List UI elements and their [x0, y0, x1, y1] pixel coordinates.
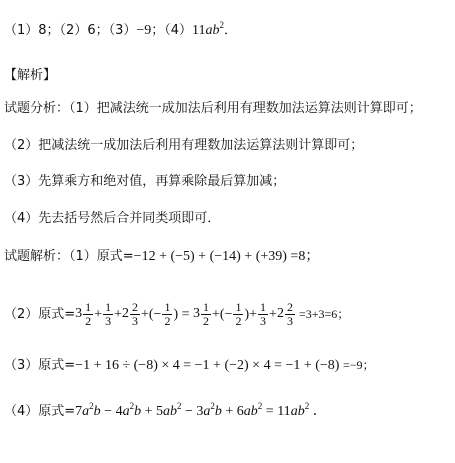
plus-sign: +	[269, 307, 277, 322]
fraction: $\frac{1}{2}$	[164, 300, 171, 328]
plus-sign: +(−	[140, 307, 162, 322]
analysis-item-4: （4）先去括号然后合并同类项即可．	[4, 211, 221, 226]
solution-2-prefix: （2）原式=	[4, 307, 76, 322]
solution-3-prefix: （3）原式=	[4, 358, 76, 373]
solution-1	[4, 248, 319, 266]
solution-3-result: =−9；	[342, 358, 375, 372]
solution-3	[4, 356, 375, 375]
answer-text: （1）8；（2）6；（3）	[4, 23, 137, 38]
answer-value-4: $11ab^2$	[192, 20, 225, 38]
solution-4	[4, 403, 327, 421]
fraction: $\frac{1}{3}$	[105, 300, 112, 328]
solution-4-prefix: （4）原式=	[4, 404, 76, 419]
analysis-item-2: （2）把减法统一成加法后利用有理数加法运算法则计算即可；	[4, 138, 364, 153]
solution-1-expr: −12 + (−5) + (−14) + (+39)	[133, 249, 287, 264]
solution-1-prefix: 试题解析：（1）原式=	[4, 249, 134, 264]
solution-2-result: =3+3=6；	[295, 307, 350, 321]
mixed-fraction: 3 $\frac{1}{2}$	[193, 299, 210, 328]
plus-sign: )+	[244, 307, 258, 322]
plus-sign: +(−	[212, 307, 233, 322]
solution-4-expr: $7a^2b - 4a^2b + 5ab^2 - 3a^2b + 6ab^2 = 11ab^2$ ．	[75, 401, 327, 419]
answer-end: ．	[224, 23, 238, 38]
answer-separator: ；（4）	[151, 23, 193, 38]
analysis-intro: 试题分析：（1）把减法统一成加法后利用有理数加法运算法则计算即可；	[4, 101, 422, 116]
paren: )	[173, 307, 179, 322]
solution-2	[4, 297, 349, 332]
plus-sign: +	[114, 307, 122, 322]
plus-sign: +	[94, 307, 103, 322]
fraction: $\frac{1}{2}$	[235, 300, 242, 328]
solution-1-result: =8；	[286, 249, 320, 264]
mixed-fraction: 3 $\frac{1}{2}$	[75, 299, 92, 328]
fraction: $\frac{1}{3}$	[260, 300, 267, 328]
section-title: 【解析】	[4, 68, 57, 83]
equals-sign: =	[178, 307, 194, 322]
answer-value-3: −9	[136, 23, 152, 38]
answer-line	[4, 22, 237, 40]
mixed-fraction: 2 $\frac{2}{3}$	[276, 299, 293, 328]
mixed-fraction: 2 $\frac{2}{3}$	[121, 299, 138, 328]
analysis-item-3: （3）先算乘方和绝对值，再算乘除最后算加减；	[4, 174, 286, 189]
solution-3-expr: −1 + 16 ÷ (−8) × 4 = −1 + (−2) × 4 = −1 + (−8)	[75, 358, 343, 373]
